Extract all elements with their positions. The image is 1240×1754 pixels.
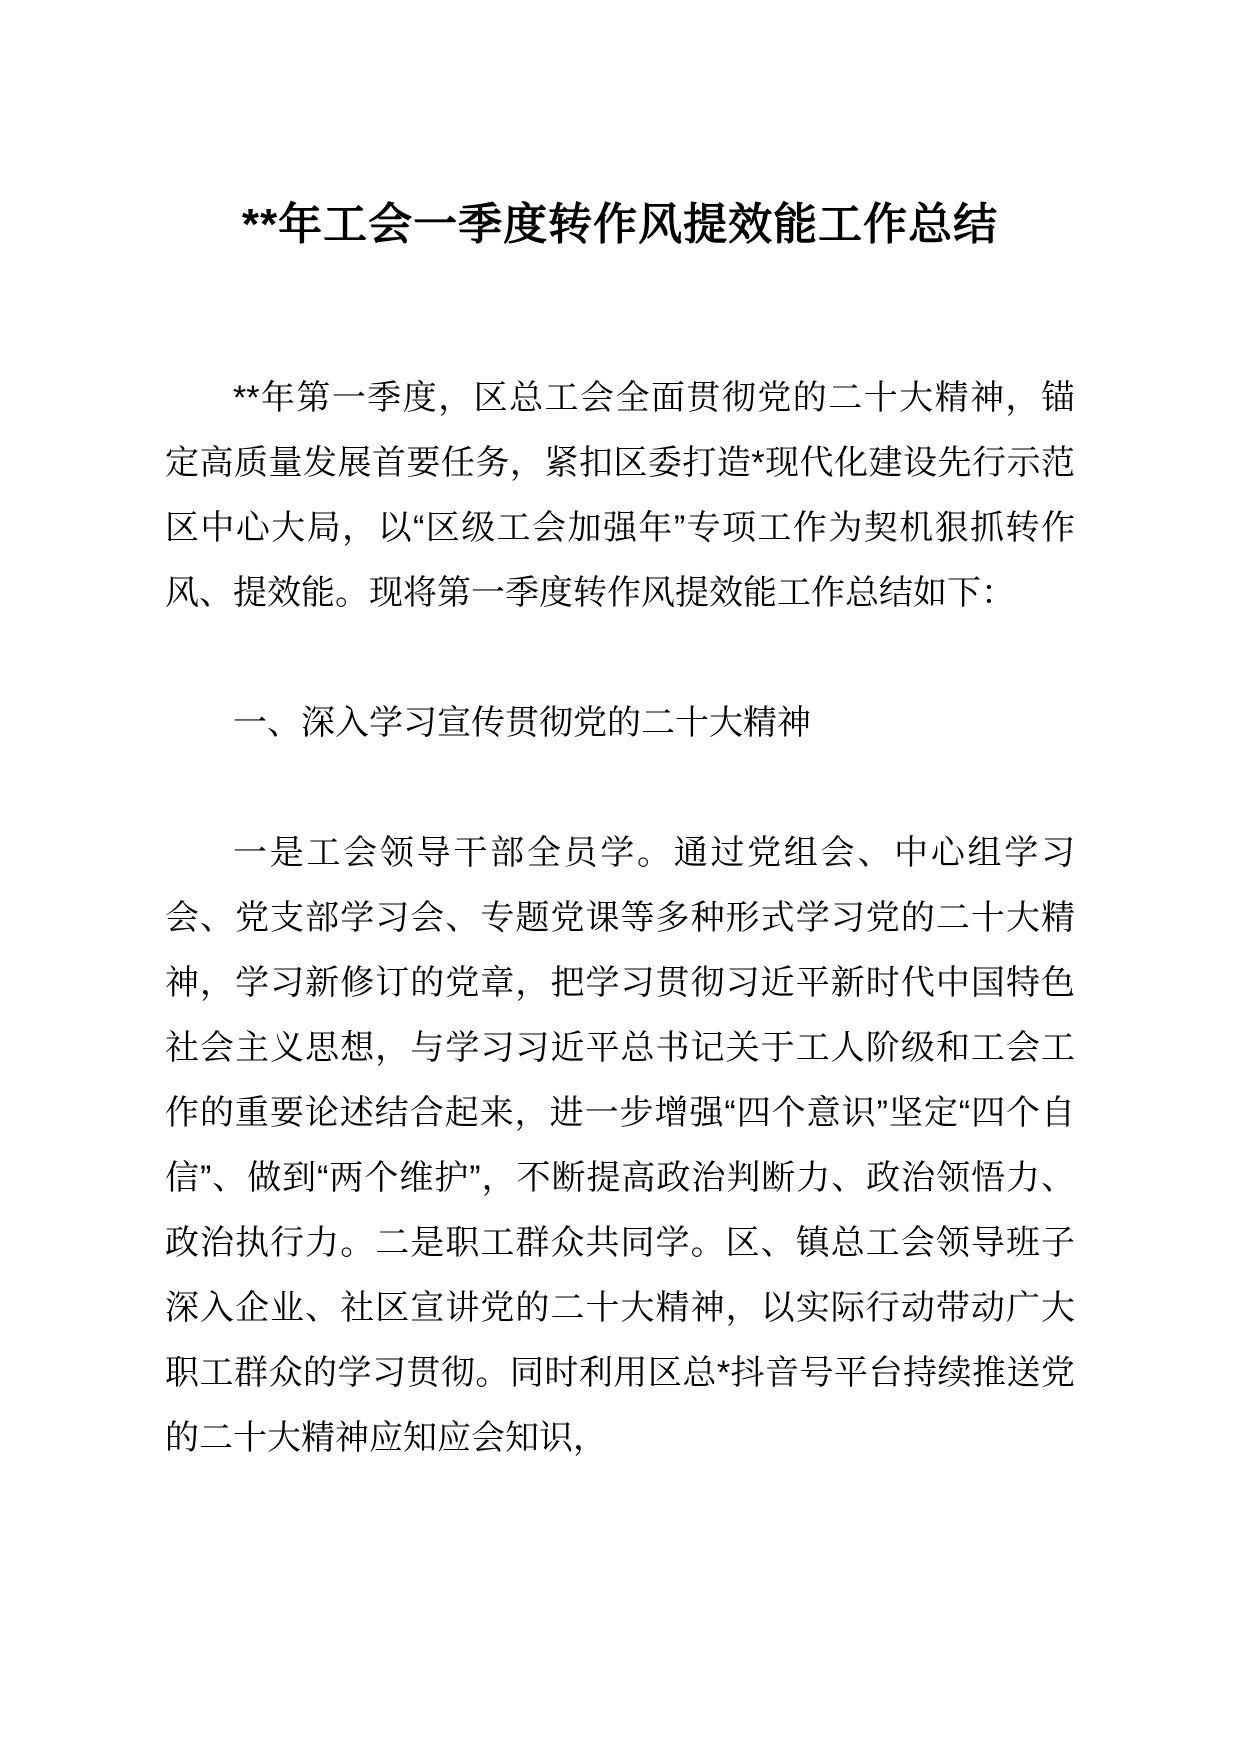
document-title: **年工会一季度转作风提效能工作总结	[241, 200, 999, 249]
section-heading-1: 一、深入学习宣传贯彻党的二十大精神	[233, 704, 811, 742]
paragraph-section-1-body: 一是工会领导干部全员学。通过党组会、中心组学习会、党支部学习会、专题党课等多种形式学习党的二十大精神，学习新修订的党章，把学习贯彻习近平新时代中国特色社会主义思想，与学习习近平总书记关于工人阶级和工会工作的重要论述结合起来，进一步增强“四个意识”坚定“四个自信”、做到“两个维护”，不断提高政治判断力、政治领悟力、政治执行力。二是职工群众共同学。区、镇总工会领导班子深入企业、社区宣讲党的二十大精神，以实际行动带动广大职工群众的学习贯彻。同时利用区总*抖音号平台持续推送党的二十大精神应知应会知识，	[165, 834, 1075, 1457]
paragraph-intro: **年第一季度，区总工会全面贯彻党的二十大精神，锚定高质量发展首要任务，紧扣区委打造*现代化建设先行示范区中心大局，以“区级工会加强年”专项工作为契机狠抓转作风、提效能。现将第一季度转作风提效能工作总结如下：	[165, 379, 1075, 612]
